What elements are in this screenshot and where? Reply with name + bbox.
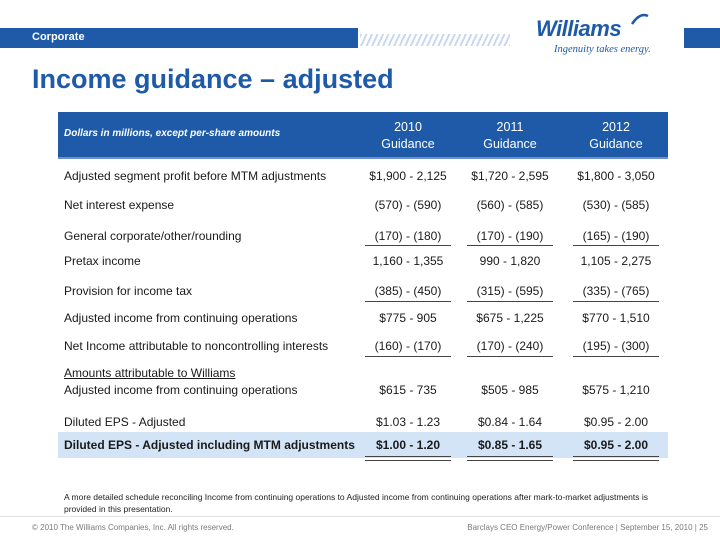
cell-2012: (530) - (585) [582, 198, 650, 212]
cell-2010: (170) - (180) [374, 229, 442, 243]
row-label: Net Income attributable to noncontrolling interests [64, 339, 329, 353]
logo-tagline: Ingenuity takes energy. [554, 44, 651, 55]
cell-2010: $775 - 905 [379, 311, 437, 325]
column-year: 2010 [394, 120, 422, 134]
double-rule [365, 456, 451, 461]
row-label: Diluted EPS - Adjusted including MTM adjustments [64, 438, 355, 452]
table-row [58, 226, 668, 246]
subtotal-rule [467, 301, 553, 302]
cell-2010: (160) - (170) [374, 339, 442, 353]
row-label: Net interest expense [64, 198, 175, 212]
row-label: Diluted EPS - Adjusted [64, 415, 186, 429]
subtotal-rule [365, 301, 451, 302]
logo-name: Williams [536, 16, 622, 41]
cell-2011: $505 - 985 [481, 383, 539, 397]
column-2011 [460, 119, 560, 153]
row-label: Adjusted income from continuing operations [64, 383, 298, 397]
williams-logo [520, 8, 680, 64]
table-row [58, 336, 668, 356]
cell-2011: $0.85 - 1.65 [477, 438, 543, 452]
table-row [58, 308, 668, 328]
subtotal-rule [573, 356, 659, 357]
cell-2010: (385) - (450) [374, 284, 442, 298]
column-2010 [358, 119, 458, 153]
table-row [58, 281, 668, 301]
footnote: A more detailed schedule reconciling Income from continuing operations to Adjusted income from continuing operations after mark-to-market adjustments is provided in this presentation. [64, 492, 648, 514]
footer-divider [0, 516, 720, 517]
double-rule [467, 456, 553, 461]
subtotal-rule [573, 301, 659, 302]
corner-block [684, 28, 720, 48]
section-label: Corporate [32, 31, 85, 43]
table-row [58, 412, 668, 432]
cell-2012: (165) - (190) [582, 229, 650, 243]
cell-2011: (170) - (240) [476, 339, 544, 353]
column-2012 [566, 119, 666, 153]
subtotal-rule [365, 356, 451, 357]
row-label: General corporate/other/rounding [64, 229, 242, 243]
cell-2012: 1,105 - 2,275 [580, 254, 652, 268]
cell-2010: $1.00 - 1.20 [375, 438, 441, 452]
cell-2011: 990 - 1,820 [479, 254, 541, 268]
column-year: 2011 [496, 120, 524, 134]
cell-2010: 1,160 - 1,355 [372, 254, 444, 268]
row-label: Provision for income tax [64, 284, 193, 298]
decorative-hatch [360, 34, 510, 46]
table-row [58, 166, 668, 186]
cell-2011: (170) - (190) [476, 229, 544, 243]
cell-2011: $1,720 - 2,595 [471, 169, 549, 183]
subtotal-rule [467, 356, 553, 357]
row-label: Pretax income [64, 254, 141, 268]
column-label: Guidance [483, 137, 537, 151]
table-description: Dollars in millions, except per-share amounts [64, 128, 281, 139]
footer-copyright: © 2010 The Williams Companies, Inc. All rights reserved. [32, 523, 234, 532]
subtotal-rule [573, 245, 659, 246]
cell-2010: (570) - (590) [374, 198, 442, 212]
row-label: Adjusted segment profit before MTM adjustments [64, 169, 327, 183]
cell-2011: (315) - (595) [476, 284, 544, 298]
cell-2011: $675 - 1,225 [476, 311, 544, 325]
cell-2010: $615 - 735 [379, 383, 437, 397]
cell-2010: $1,900 - 2,125 [369, 169, 447, 183]
table-header [58, 112, 668, 159]
cell-2012: (335) - (765) [582, 284, 650, 298]
double-rule [573, 456, 659, 461]
logo-swoosh-icon [630, 10, 650, 30]
cell-2011: (560) - (585) [476, 198, 544, 212]
column-label: Guidance [381, 137, 435, 151]
cell-2012: $770 - 1,510 [582, 311, 650, 325]
row-label: Amounts attributable to Williams [64, 366, 236, 380]
subtotal-rule [365, 245, 451, 246]
cell-2010: $1.03 - 1.23 [375, 415, 441, 429]
cell-2011: $0.84 - 1.64 [477, 415, 543, 429]
guidance-table [58, 112, 668, 452]
column-label: Guidance [589, 137, 643, 151]
cell-2012: $575 - 1,210 [582, 383, 650, 397]
row-label: Adjusted income from continuing operations [64, 311, 298, 325]
cell-2012: $0.95 - 2.00 [583, 415, 649, 429]
cell-2012: $0.95 - 2.00 [583, 438, 649, 452]
cell-2012: (195) - (300) [582, 339, 650, 353]
table-row-highlighted [58, 432, 668, 458]
table-row [58, 195, 668, 215]
table-row [58, 380, 668, 400]
page-title: Income guidance – adjusted [32, 64, 394, 94]
column-year: 2012 [602, 120, 630, 134]
footer-event: Barclays CEO Energy/Power Conference | September 15, 2010 | 25 [467, 523, 708, 532]
table-row [58, 251, 668, 271]
cell-2012: $1,800 - 3,050 [577, 169, 655, 183]
subtotal-rule [467, 245, 553, 246]
